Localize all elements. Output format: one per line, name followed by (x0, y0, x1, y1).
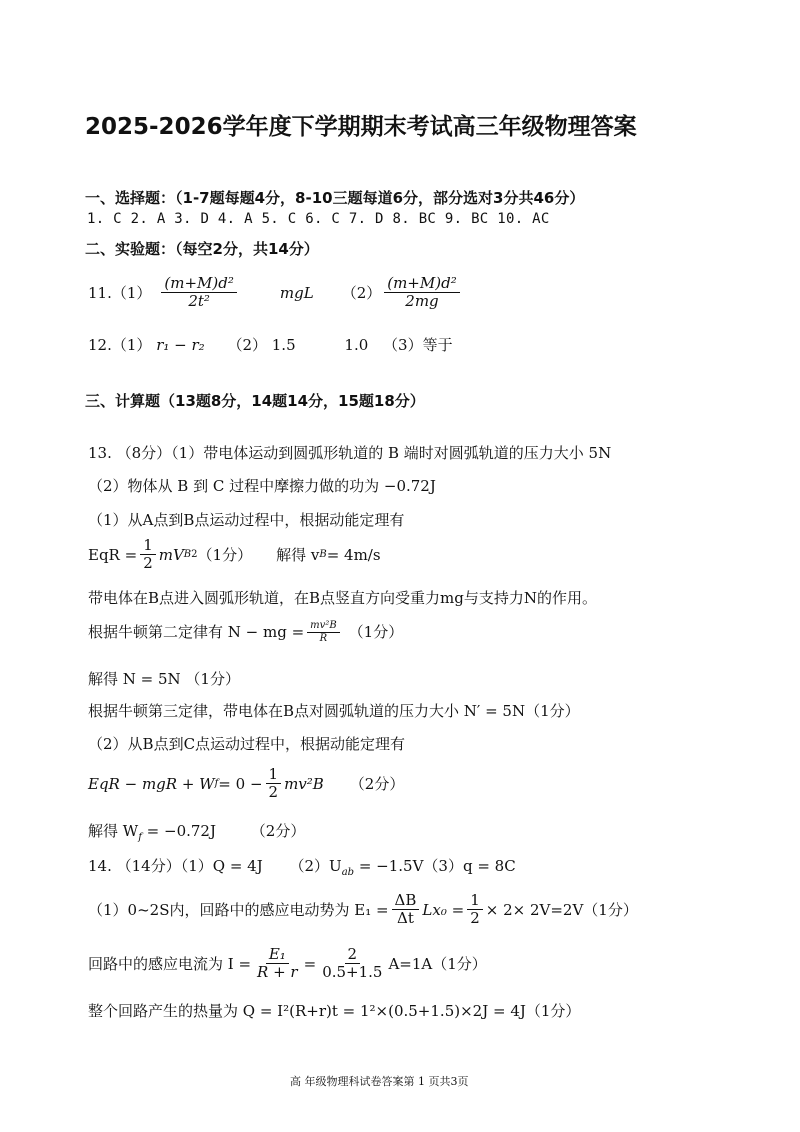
q12-line (88, 336, 453, 354)
q11-f1-numerator: (m+M)d² (161, 275, 236, 293)
q13-l10-b: = 0 − (218, 774, 263, 793)
q14-l3-den: R + r (257, 963, 298, 982)
q14-l2-fraction-2 (467, 892, 483, 928)
section-1-heading: 一、选择题：（1-7题每题4分，8-10三题每道6分，部分选对3分共46分） (85, 189, 585, 207)
q13-l4-den: 2 (143, 554, 153, 573)
q14-l2-den: Δt (397, 909, 414, 928)
q13-l6-c: （1分） (348, 623, 404, 641)
q12-value: 1.0 (344, 336, 369, 354)
q13-l4-fraction (140, 537, 156, 573)
q13-line-2: （2）物体从 B 到 C 过程中摩擦力做的功为 −0.72J (88, 477, 436, 495)
q11-mgl: mgL (279, 283, 314, 302)
q14-l2-num2: 1 (467, 892, 483, 910)
section-2-heading: 二、实验题：（每空2分，共14分） (85, 240, 319, 258)
q13-l10-num: 1 (266, 766, 282, 784)
q14-l2-c: × 2× 2V=2V（1分） (485, 900, 638, 919)
q13-l10-a: EqR − mgR + W (88, 774, 215, 793)
q14-l1-a: 14. （14分）（1）Q = 4J (88, 857, 263, 875)
q14-l2-num: ΔB (392, 892, 420, 910)
q13-line-6 (88, 620, 403, 644)
q13-l4-b-sub: B (183, 548, 192, 560)
q13-l10-den: 2 (268, 783, 279, 802)
q13-line-8: 根据牛顿第三定律，带电体在B点对圆弧轨道的压力大小 N′ = 5N（1分） (88, 702, 580, 720)
q14-l1-b: （2）U (289, 857, 342, 875)
q14-l3-fraction-2 (319, 946, 385, 982)
page-footer: 高 年级物理科试卷答案第 1 页共3页 (290, 1075, 469, 1088)
q14-l1-b-sub: ab (341, 867, 355, 878)
q13-l4-b: mV (158, 545, 184, 564)
q13-l10-c: mv²B (284, 774, 324, 793)
q14-line-3 (88, 946, 487, 982)
q13-l11-b: = −0.72J (146, 822, 216, 840)
q12-part3: （3）等于 (383, 336, 453, 354)
q13-l10-d: （2分） (349, 774, 405, 793)
q11-f2-numerator: (m+M)d² (384, 275, 459, 293)
q13-l6-den: R (319, 632, 328, 644)
q14-l1-c: = −1.5V（3）q = 8C (358, 857, 516, 875)
q11-fraction-1 (161, 275, 236, 311)
q13-l10-a-sub: f (214, 777, 219, 789)
page-title: 2025-2026学年度下学期期末考试高三年级物理答案 (85, 114, 637, 140)
q14-line-1 (88, 857, 516, 879)
q13-l4-d: 解得 v (276, 545, 320, 564)
q13-line-3: （1）从A点到B点运动过程中，根据动能定理有 (88, 511, 405, 529)
q13-l4-a: EqR = (88, 545, 138, 564)
q13-line-7: 解得 N = 5N （1分） (88, 670, 240, 688)
q13-line-4 (88, 537, 381, 573)
q13-l6-fraction (307, 620, 340, 644)
q11-part2-label: （2） (341, 283, 382, 302)
q13-l6-a: 根据牛顿第二定律有 N − mg = (88, 623, 305, 641)
q13-l4-b-sup: 2 (191, 548, 198, 560)
choice-answers: 1. C 2. A 3. D 4. A 5. C 6. C 7. D 8. BC 9. BC 10. AC (87, 211, 550, 227)
q14-l3-fraction-1 (254, 946, 301, 982)
q13-line-11 (88, 822, 305, 844)
q13-line-9: （2）从B点到C点运动过程中，根据动能定理有 (88, 735, 406, 753)
q14-l2-den2: 2 (470, 909, 480, 928)
q13-l11-a: 解得 W (88, 822, 139, 840)
q13-l10-fraction (266, 766, 282, 802)
q14-l3-b: = (303, 954, 317, 973)
q12-r-expression: r₁ − r₂ (156, 336, 205, 354)
q13-l4-num: 1 (140, 537, 156, 555)
q14-l3-num: E₁ (266, 946, 289, 964)
q12-label: 12.（1） (88, 336, 152, 354)
q14-l3-c: A=1A（1分） (388, 954, 487, 973)
q11-f1-denominator: 2t² (188, 292, 210, 311)
q11-label: 11.（1） (88, 283, 152, 302)
q13-l11-a-sub: f (138, 832, 142, 843)
q11-fraction-2 (384, 275, 459, 311)
q14-l2-fraction-1 (392, 892, 420, 928)
q13-line-5: 带电体在B点进入圆弧形轨道，在B点竖直方向受重力mg与支持力N的作用。 (88, 589, 597, 607)
q14-l2-a: （1）0~2S内，回路中的感应电动势为 E₁ = (88, 900, 389, 919)
q13-l4-d-sub: B (319, 548, 327, 560)
q12-part2: （2） 1.5 (227, 336, 296, 354)
q14-l2-b: Lx₀ = (422, 900, 465, 919)
q13-line-10 (88, 766, 404, 802)
q14-l3-a: 回路中的感应电流为 I = (88, 954, 252, 973)
q11-line (88, 275, 463, 311)
q14-l3-den2: 0.5+1.5 (322, 963, 383, 982)
q13-line-1: 13. （8分）（1）带电体运动到圆弧形轨道的 B 端时对圆弧轨道的压力大小 5N (88, 444, 612, 462)
q11-f2-denominator: 2mg (405, 292, 439, 311)
q13-l6-num: mv²B (307, 620, 340, 633)
q14-line-4: 整个回路产生的热量为 Q = I²(R+r)t = 1²×(0.5+1.5)×2J = 4J（1分） (88, 1002, 581, 1020)
q14-l3-num2: 2 (345, 946, 361, 964)
q14-line-2 (88, 892, 638, 928)
section-3-heading: 三、计算题（13题8分，14题14分，15题18分） (85, 392, 425, 410)
q13-l4-e: = 4m/s (326, 545, 381, 564)
q13-l4-c: （1分） (197, 545, 253, 564)
q13-l11-c: （2分） (250, 822, 306, 840)
